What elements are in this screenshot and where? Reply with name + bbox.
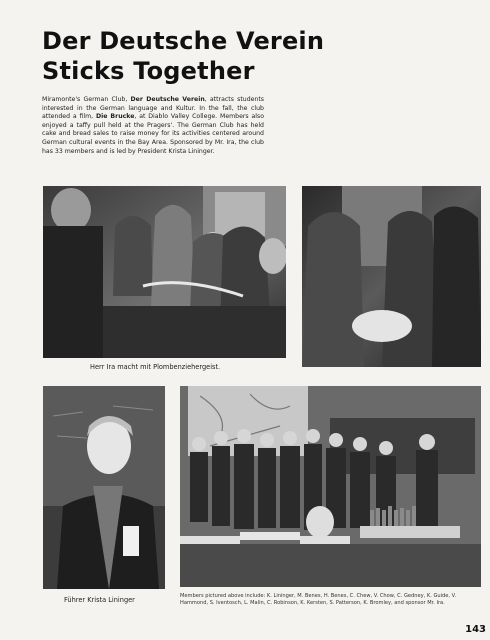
intro-text-3: , at Diablo Valley College. Members also enjoyed a taffy pull held at the Pragers'. The German Club has held cake and bread sales to raise money for its activities centered around German cultural events in the Bay Area. Sponsored by Mr. Ira, the club has 33 members and is led by President Krista Lininger.: [42, 113, 265, 155]
club-name: Der Deutsche Verein: [130, 96, 205, 103]
group-photo: [180, 386, 481, 587]
intro-text-1: Miramonte's German Club,: [42, 96, 131, 103]
girls-taffy-photo: [302, 186, 481, 367]
president-photo-caption: Führer Krista Lininger: [64, 596, 135, 604]
page-number: 143: [465, 624, 486, 635]
title-line-2: Sticks Together: [42, 57, 255, 85]
title-line-1: Der Deutsche Verein: [42, 27, 325, 55]
film-name: Die Brucke: [95, 113, 135, 121]
taffy-photo-caption: Herr Ira macht mit Plombenziehergeist.: [90, 363, 221, 371]
page-title: [42, 26, 324, 86]
group-photo-caption: Members pictured above include: K. Lininger, M. Benes, H. Benes, C. Chew, V. Chow, C. Gedney, K. Guide, V. Hammond, S. Iventosch, L. Malin, C. Robinson, K. Kersten, S. Patterson, K. Bromley, and sponsor Mr. Ira.: [180, 593, 457, 606]
president-portrait-photo: [43, 386, 165, 589]
intro-text-2: , attracts students interested in the German language and Kultur. In the fall, the club attended a film,: [42, 96, 264, 121]
intro-paragraph: [42, 96, 264, 156]
taffy-pull-photo: [43, 186, 286, 358]
